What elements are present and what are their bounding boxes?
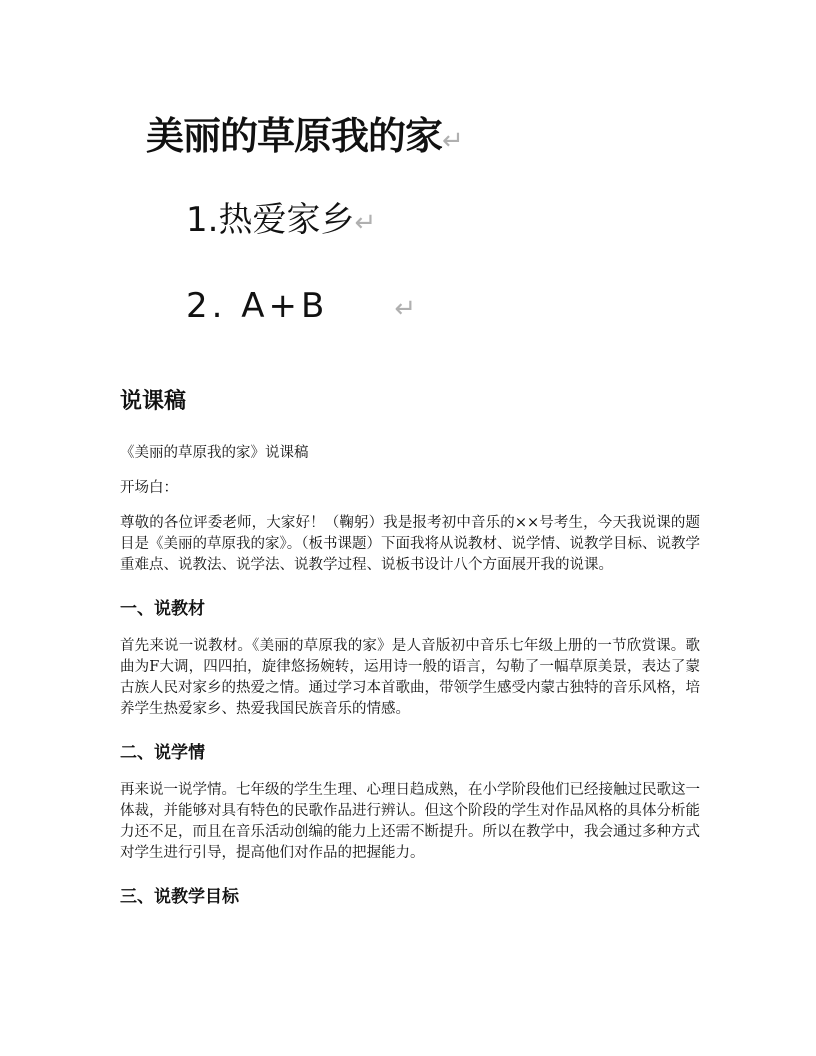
board-title-text: 美丽的草原我的家	[146, 114, 443, 158]
blackboard-design-image	[146, 108, 476, 328]
board-line-2	[186, 284, 416, 331]
section-paragraph-textbook: 首先来说一说教材。《美丽的草原我的家》是人音版初中音乐七年级上册的一节欣赏课。歌曲为F大调，四四拍，旋律悠扬婉转，运用诗一般的语言，勾勒了一幅草原美景，表达了蒙古族人民对家乡的热爱之情。通过学习本首歌曲，带领学生感受内蒙古独特的音乐风格，培养学生热爱家乡、热爱我国民族音乐的情感。	[120, 638, 700, 717]
board-line-1	[186, 198, 376, 245]
section-heading-students: 二、说学情	[120, 743, 205, 763]
doc-subtitle: 《美丽的草原我的家》说课稿	[120, 445, 309, 461]
doc-heading: 说课稿	[120, 388, 187, 414]
board-line-1-text: 1.热爱家乡	[186, 200, 355, 240]
paragraph-mark-icon: ↵	[354, 208, 377, 238]
paragraph-mark-icon: ↵	[442, 126, 463, 156]
opening-paragraph: 尊敬的各位评委老师，大家好！（鞠躬）我是报考初中音乐的××号考生，今天我说课的题目是《美丽的草原我的家》。（板书课题）下面我将从说教材、说学情、说教学目标、说教学重难点、说教法、说学法、说教学过程、说板书设计八个方面展开我的说课。	[120, 515, 700, 573]
board-title	[146, 112, 463, 165]
opening-label: 开场白：	[120, 480, 178, 496]
paragraph-mark-icon: ↵	[394, 294, 417, 324]
board-line-2-text: 2. A+B	[186, 286, 329, 326]
document-body	[120, 385, 700, 924]
section-heading-objectives: 三、说教学目标	[120, 887, 239, 907]
section-heading-textbook: 一、说教材	[120, 599, 205, 619]
section-paragraph-students: 再来说一说学情。七年级的学生生理、心理日趋成熟，在小学阶段他们已经接触过民歌这一体裁，并能够对具有特色的民歌作品进行辨认。但这个阶段的学生对作品风格的具体分析能力还不足，而且在音乐活动创编的能力上还需不断提升。所以在教学中，我会通过多种方式对学生进行引导，提高他们对作品的把握能力。	[120, 782, 700, 861]
